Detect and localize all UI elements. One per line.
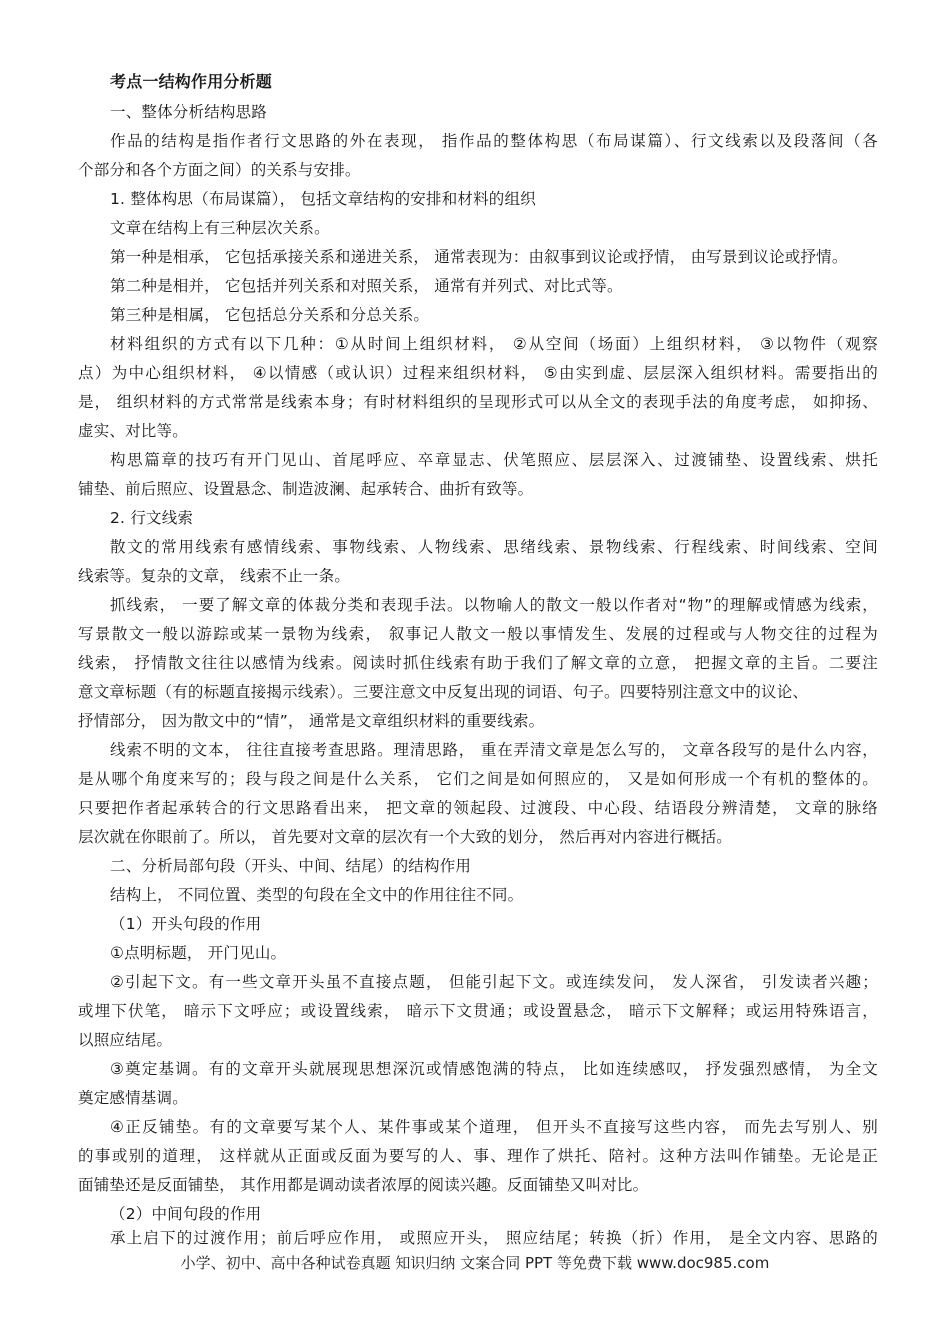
section-heading-1: 一、整体分析结构思路: [110, 103, 268, 121]
paragraph-line: 材料组织的方式有以下几种：①从时间上组织材料， ②从空间（场面）上组织材料， ③以物件（观察: [110, 335, 878, 353]
subsection-heading-4: （2）中间句段的作用: [110, 1205, 262, 1223]
paragraph-line: 的事或别的道理， 这样就从正面或反面为要写的人、事、理作了烘托、陪衬。这种方法叫作铺垫。无论是正: [78, 1147, 878, 1165]
paragraph-line: 作品的结构是指作者行文思路的外在表现， 指作品的整体构思（布局谋篇）、行文线索以及段落间（各: [110, 132, 878, 150]
paragraph-line: 线索， 抒情散文往往以感情为线索。阅读时抓住线索有助于我们了解文章的立意， 把握文章的主旨。二要注: [78, 654, 878, 672]
paragraph-line: 以照应结尾。: [78, 1031, 173, 1049]
footer-watermark: 小学、初中、高中各种试卷真题 知识归纳 文案合同 PPT 等免费下载 www.doc985.com: [180, 1254, 770, 1272]
paragraph-line: 点）为中心组织材料， ④以情感（或认识）过程来组织材料， ⑤由实到虚、层层深入组织材料。需要指出的: [78, 364, 878, 382]
subsection-heading-2: 2. 行文线索: [110, 509, 194, 527]
paragraph-line: 虚实、对比等。: [78, 422, 188, 440]
paragraph-line: 是， 组织材料的方式常常是线索本身；有时材料组织的呈现形式可以从全文的表现手法的角度考虑， 如抑扬、: [78, 393, 878, 411]
subsection-heading-1: 1. 整体构思（布局谋篇）， 包括文章结构的安排和材料的组织: [110, 190, 536, 208]
paragraph-line: 散文的常用线索有感情线索、事物线索、人物线索、思绪线索、景物线索、行程线索、时间线索、空间: [110, 538, 878, 556]
paragraph-line: 层次就在你眼前了。所以， 首先要对文章的层次有一个大致的划分， 然后再对内容进行概括。: [78, 828, 732, 846]
subsection-heading-3: （1）开头句段的作用: [110, 915, 262, 933]
paragraph-line: 线索等。复杂的文章， 线索不止一条。: [78, 567, 351, 585]
paragraph-line: 铺垫、前后照应、设置悬念、制造波澜、起承转合、曲折有致等。: [78, 480, 534, 498]
paragraph-line: 个部分和各个方面之间）的关系与安排。: [78, 161, 361, 179]
paragraph-line: 第二种是相并， 它包括并列关系和对照关系， 通常有并列式、对比式等。: [110, 277, 623, 295]
paragraph-line: 文章在结构上有三种层次关系。: [110, 219, 330, 237]
list-item: ④正反铺垫。有的文章要写某个人、某件事或某个道理， 但开头不直接写这些内容， 而先去写别人、别: [110, 1118, 878, 1136]
paragraph-line: 写景散文一般以游踪或某一景物为线索， 叙事记人散文一般以事情发生、发展的过程或与人物交往的过程为: [78, 625, 878, 643]
paragraph-line: 奠定感情基调。: [78, 1089, 188, 1107]
list-item: ②引起下文。有一些文章开头虽不直接点题， 但能引起下文。或连续发问， 发人深省， 引发读者兴趣；: [110, 973, 878, 991]
paragraph-line: 面铺垫还是反面铺垫， 其作用都是调动读者浓厚的阅读兴趣。反面铺垫又叫对比。: [78, 1176, 649, 1194]
paragraph-line: 构思篇章的技巧有开门见山、首尾呼应、卒章显志、伏笔照应、层层深入、过渡铺垫、设置线索、烘托: [110, 451, 878, 469]
section-heading-2: 二、分析局部句段（开头、中间、结尾）的结构作用: [110, 857, 472, 875]
paragraph-line: 承上启下的过渡作用；前后呼应作用， 或照应开头， 照应结尾；转换（折）作用， 是全文内容、思路的: [110, 1229, 878, 1247]
paragraph-line: 第三种是相属， 它包括总分关系和分总关系。: [110, 306, 430, 324]
paragraph-line: 只要把作者起承转合的行文思路看出来， 把文章的领起段、过渡段、中心段、结语段分辨清楚， 文章的脉络: [78, 799, 878, 817]
paragraph-line: 抓线索， 一要了解文章的体裁分类和表现手法。以物喻人的散文一般以作者对“物”的理解或情感为线索，: [110, 596, 878, 614]
paragraph-line: 或埋下伏笔， 暗示下文呼应；或设置线索， 暗示下文贯通；或设置悬念， 暗示下文解释；或运用特殊语言，: [78, 1002, 878, 1020]
paragraph-line: 是从哪个角度来写的；段与段之间是什么关系， 它们之间是如何照应的， 又是如何形成一个有机的整体的。: [78, 770, 878, 788]
list-item: ③奠定基调。有的文章开头就展现思想深沉或情感饱满的特点， 比如连续感叹， 抒发强烈感情， 为全文: [110, 1060, 878, 1078]
paragraph-line: 结构上， 不同位置、类型的句段在全文中的作用往往不同。: [110, 886, 524, 904]
page-title: 考点一结构作用分析题: [110, 72, 273, 91]
paragraph-line: 线索不明的文本， 往往直接考查思路。理清思路， 重在弄清文章是怎么写的， 文章各段写的是什么内容，: [110, 741, 878, 759]
paragraph-line: 第一种是相承， 它包括承接关系和递进关系， 通常表现为：由叙事到议论或抒情， 由写景到议论或抒情。: [110, 248, 848, 266]
paragraph-line: 抒情部分， 因为散文中的“情”， 通常是文章组织材料的重要线索。: [78, 712, 545, 730]
paragraph-line: 意文章标题（有的标题直接揭示线索）。三要注意文中反复出现的词语、句子。四要特别注意文中的议论、: [78, 683, 809, 701]
list-item: ①点明标题， 开门见山。: [110, 944, 287, 962]
